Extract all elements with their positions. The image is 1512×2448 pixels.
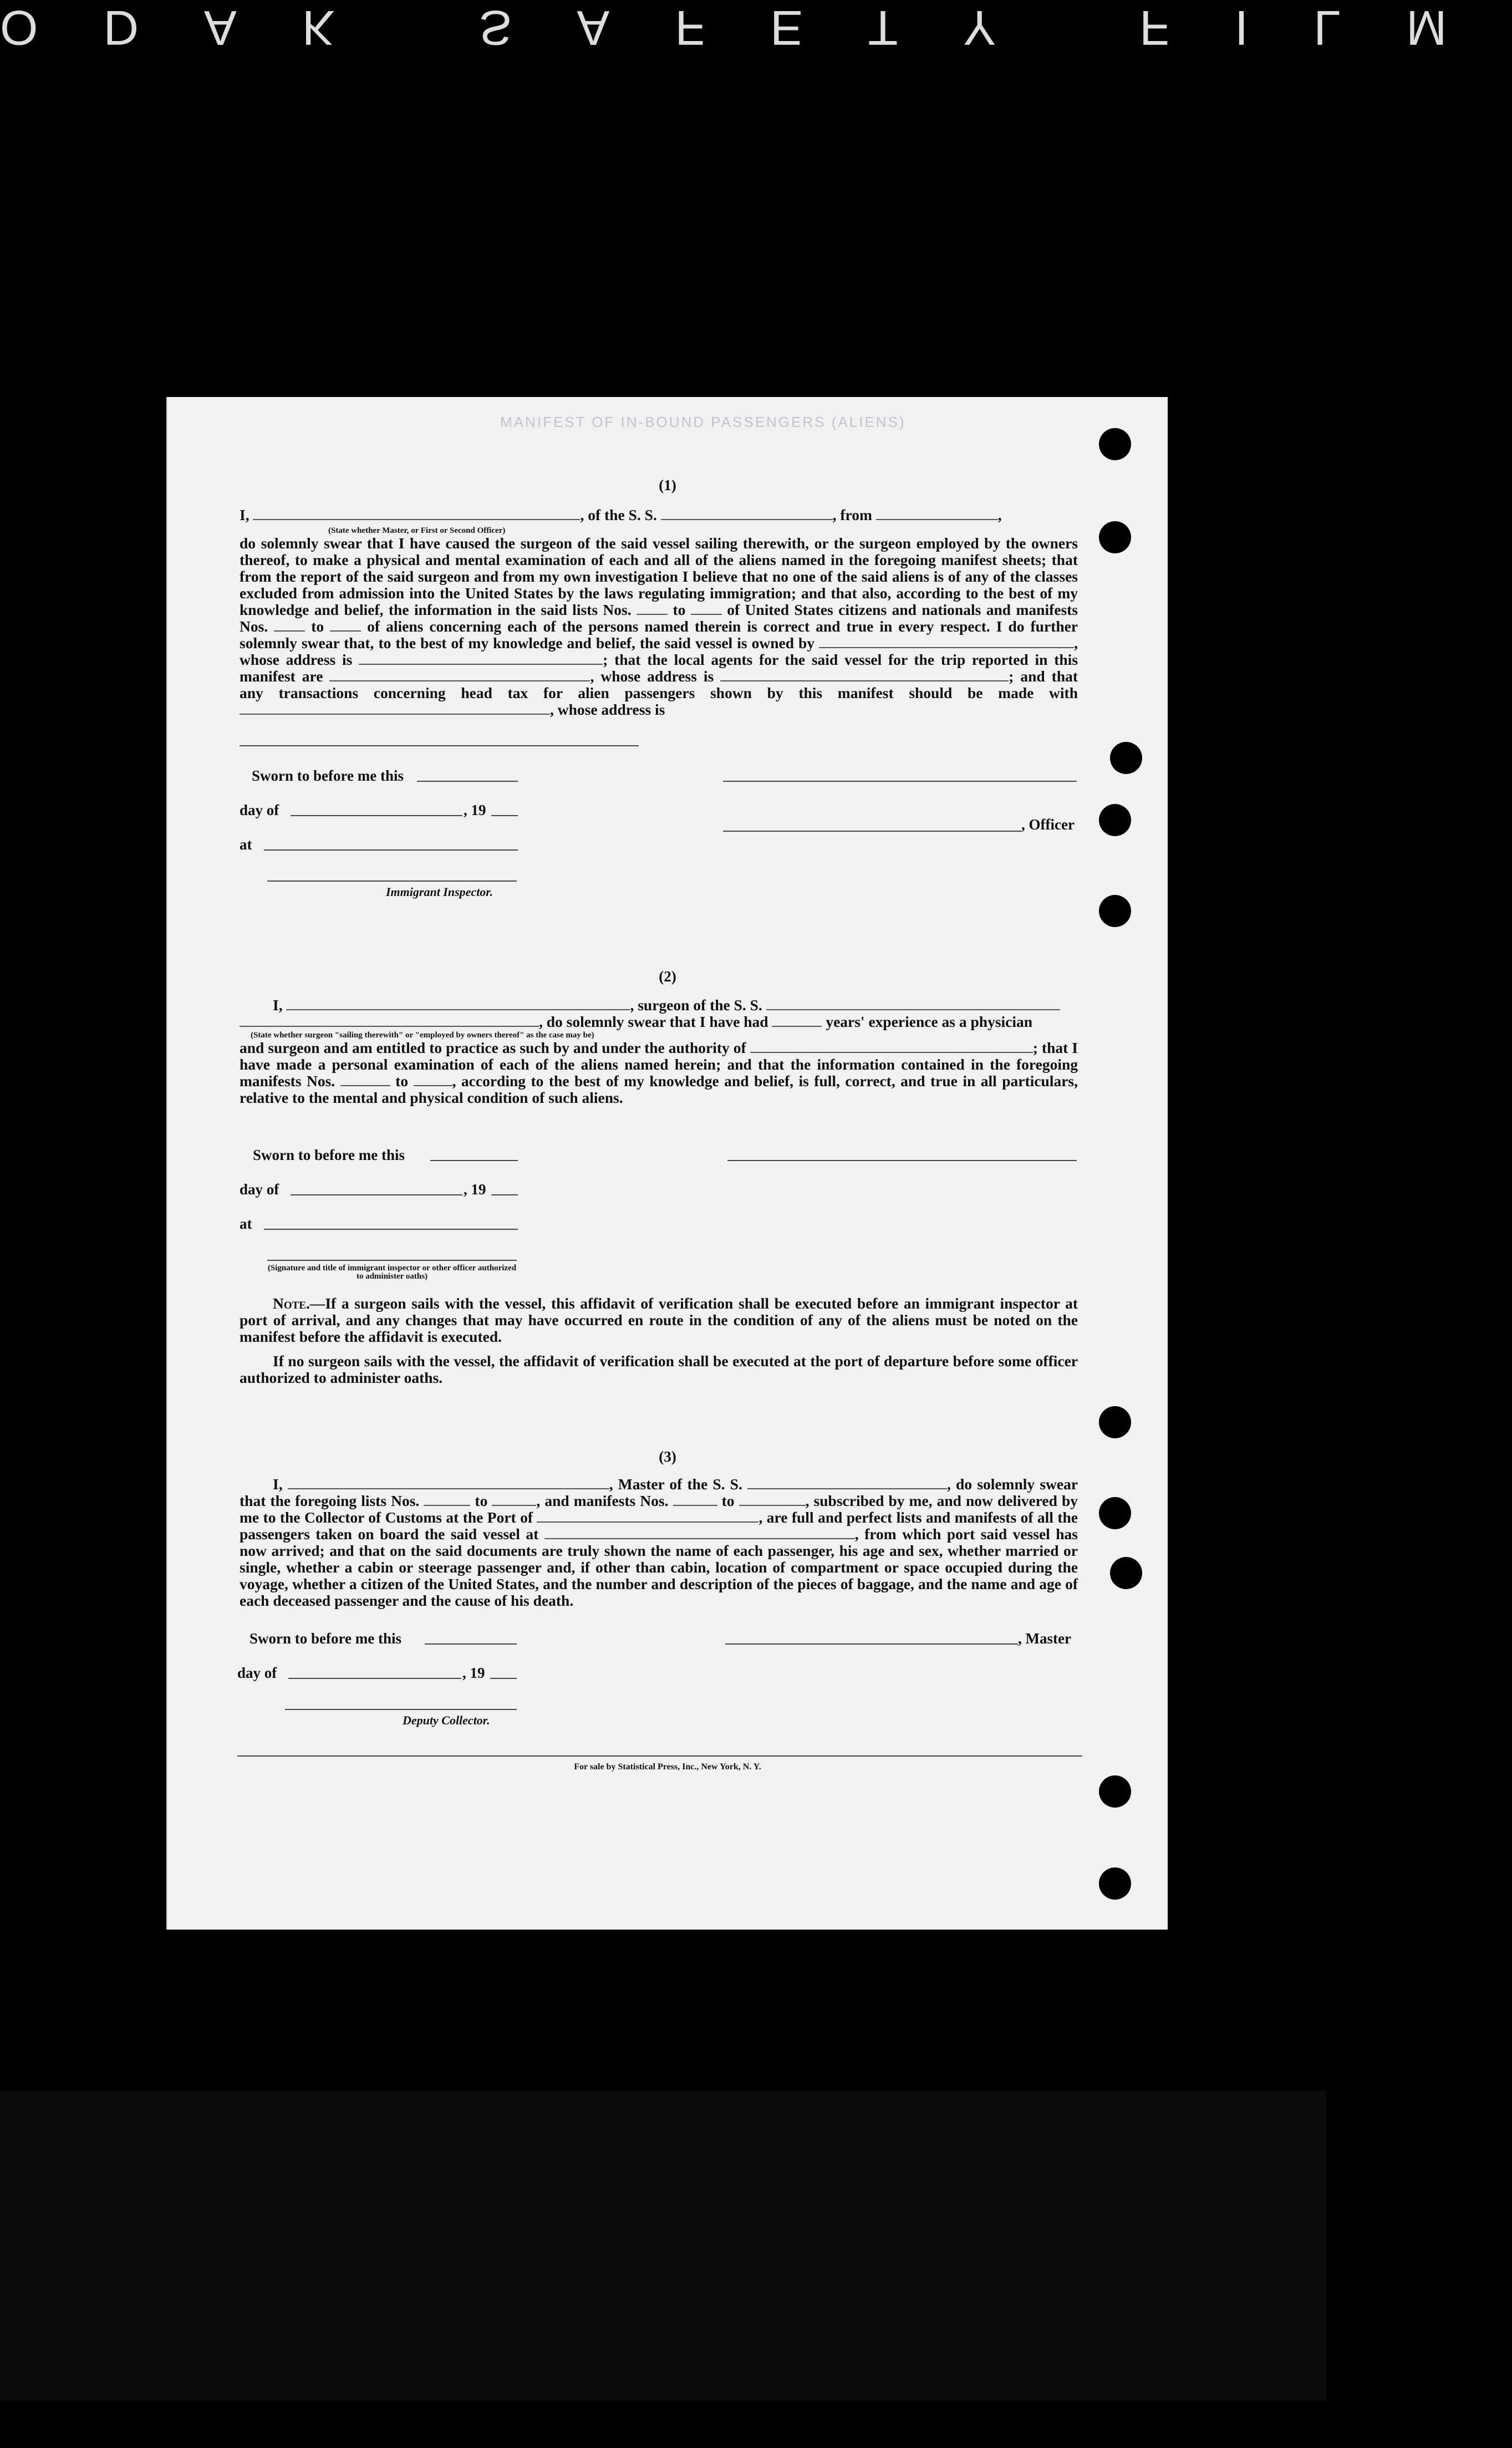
s1-to-2: to: [311, 618, 324, 635]
s3-do-solemnly: , do solemnly: [947, 1475, 1035, 1493]
punch-hole: [1099, 1867, 1131, 1900]
s1-owner-address-field[interactable]: [359, 653, 603, 665]
s3-master-name-field[interactable]: [288, 1477, 609, 1489]
s1-manifests-from-field[interactable]: [274, 619, 305, 632]
s1-i-label: I,: [240, 506, 250, 523]
s1-whose-address-2: whose address is: [600, 668, 714, 685]
s2-body-a: that I have made a personal examination of each of the aliens named herein; and that the information contained in the foregoing manifests Nos.: [240, 1039, 1078, 1090]
footer-text: For sale by Statistical Press, Inc., New York, N. Y.: [574, 1762, 761, 1772]
s2-at-field[interactable]: [264, 1229, 518, 1230]
s2-surgeon-of: , surgeon of the S. S.: [630, 996, 762, 1014]
s3-full-lists: , are full and perfect lists and manifests of all the passengers taken on board the said vessel at: [240, 1509, 1078, 1543]
s1-local-agents: that the local agents for the said vessel for the trip reported in this manifest are: [240, 651, 1078, 685]
s2-note-text: —If a surgeon sails with the vessel, this affidavit of verification shall be executed before an immigrant inspector at port of arrival, and any changes that may have occurred en route in the condition of any of the aliens must be noted on the manifest before the affidavit is executed.: [240, 1295, 1078, 1345]
s3-port-field[interactable]: [537, 1510, 758, 1523]
s3-year-field[interactable]: [490, 1678, 517, 1679]
punch-hole: [1110, 742, 1142, 774]
s1-officer-name-field[interactable]: [253, 508, 580, 520]
s1-owner-field[interactable]: [819, 636, 1074, 648]
s1-signature-line[interactable]: [723, 781, 1077, 782]
s1-ship-name-field[interactable]: [661, 508, 833, 520]
punch-hole: [1099, 804, 1131, 836]
s3-lists-from-field[interactable]: [424, 1494, 470, 1506]
s2-swear: , do solemnly swear that I have had: [539, 1013, 768, 1030]
s1-of-ss: , of the S. S.: [580, 506, 657, 523]
s1-whose-address: , whose address is: [240, 634, 1078, 668]
s2-year: , 19: [464, 1181, 486, 1198]
s2-note-paragraph: [240, 1295, 1078, 1386]
section1-number: (1): [659, 477, 676, 493]
s1-year-field[interactable]: [491, 815, 518, 816]
s2-signature-note: (Signature and title of immigrant inspector or other officer authorized to administer oaths): [267, 1264, 517, 1281]
s2-manifests-to-field[interactable]: [414, 1074, 452, 1086]
s2-status-field[interactable]: [240, 1015, 539, 1027]
s3-collector-line[interactable]: [285, 1709, 517, 1710]
s3-subscribed: , subscribed by me, and now delivered by me to the Collector of Customs at the Port of: [240, 1492, 1078, 1526]
s1-officer-line[interactable]: [723, 831, 1021, 832]
s1-sworn-label: Sworn to before me this: [252, 767, 404, 784]
s3-ship-name-field[interactable]: [747, 1477, 947, 1489]
s3-day-of: day of: [237, 1665, 277, 1681]
s1-from-port-field[interactable]: [876, 508, 998, 520]
s1-at-label: at: [240, 836, 252, 853]
s2-year-field[interactable]: [491, 1194, 518, 1195]
s2-day-field[interactable]: [291, 1194, 462, 1195]
s2-day-of: day of: [240, 1181, 279, 1198]
film-lower-band: [0, 2090, 1326, 2401]
s3-i-label: I,: [273, 1475, 283, 1493]
s1-inspector-line[interactable]: [267, 881, 517, 882]
s2-years-field[interactable]: [772, 1015, 822, 1027]
s3-year: , 19: [462, 1665, 485, 1681]
s3-manifests-to-field[interactable]: [739, 1494, 806, 1506]
s2-surgeon-name-field[interactable]: [286, 998, 630, 1010]
section3-number: (3): [659, 1448, 676, 1465]
s3-day-field[interactable]: [288, 1678, 461, 1679]
s1-inspector-label: Immigrant Inspector.: [386, 885, 493, 899]
s2-to: to: [395, 1072, 409, 1090]
section2-number: (2): [659, 968, 676, 985]
s3-collector-label: Deputy Collector.: [403, 1713, 490, 1727]
s3-from-which: , from which: [854, 1525, 941, 1543]
punch-hole: [1099, 428, 1131, 460]
punch-hole: [1099, 1406, 1131, 1438]
s1-day-of: day of: [240, 802, 279, 818]
s2-sworn-label: Sworn to before me this: [253, 1147, 405, 1163]
faint-header: [500, 414, 999, 434]
punch-hole: [1110, 1557, 1142, 1589]
s3-embark-port-field[interactable]: [544, 1527, 855, 1539]
s1-manifests-to-field[interactable]: [330, 619, 361, 632]
s2-note-text-2: If no surgeon sails with the vessel, the affidavit of verification shall be executed at the port of departure before some officer authorized to administer oaths.: [240, 1352, 1078, 1386]
s1-officer-label: , Officer: [1021, 816, 1075, 833]
s3-sworn-field[interactable]: [425, 1643, 517, 1645]
s1-lists-from-field[interactable]: [637, 603, 668, 615]
s2-manifests-from-field[interactable]: [340, 1074, 390, 1086]
s1-agents-field[interactable]: [329, 669, 590, 681]
punch-hole: [1099, 895, 1131, 927]
punch-hole: [1099, 521, 1131, 553]
s1-address-line[interactable]: [240, 745, 639, 746]
s3-sworn-label: Sworn to before me this: [250, 1630, 401, 1647]
s2-at-label: at: [240, 1215, 252, 1232]
faint-header-line: MANIFEST OF IN-BOUND PASSENGERS (ALIENS): [500, 414, 906, 430]
s2-signature-line[interactable]: [727, 1160, 1077, 1161]
s2-i-label: I,: [273, 996, 283, 1014]
section3-paragraph: [240, 1476, 1078, 1609]
film-edge-text: ODAK SAFETY FILM: [0, 1, 1512, 55]
punch-hole: [1099, 1775, 1131, 1808]
s1-from: , from: [832, 506, 872, 523]
s1-whose-address-3: , whose address is: [550, 701, 665, 718]
section1-paragraph: I, , of the S. S. , from , (State whether Master, or First or Second Officer) do solemnly swear that I have caused the surgeon of the said vessel sailing therewith, or the surgeon employed by the owners thereof, to make a physical and mental examination of each and all of the aliens named in the foregoing manifest sheets; that from the report of the said surgeon and from my own investigation I believe that no one of the said aliens is of any of the classes excluded from admission into the United States by the laws regulating immigration; and that also, according to the best of my knowledge and belief, the information in the said lists Nos. to of United States citizens and nationals and manifests Nos. to of aliens concerning each of the persons named therein is correct and true in every respect. I do further solemnly swear that, to the best of my knowledge and belief, the said vessel is owned by , whose address is ; that the local agents for the said vessel for the trip reported in this manifest are , whose address is ; and that any transactions concerning head tax for alien passengers shown by this manifest should be made with , whose address is: [240, 506, 1078, 718]
s1-head-tax: ; and that any transactions concerning head tax for alien passengers shown by this manifest should be made with: [240, 668, 1078, 701]
s3-body-b: port said vessel has now arrived; and that on the said documents are truly shown the name of each passenger, his age and sex, whether married or single, whether a cabin or steerage passenger and, if other than cabin, location of compartment or space occupied during the voyage, whether a citizen of the United States, and the number and description of the pieces of baggage, and the name and age of each deceased passenger and the cause of his death.: [240, 1525, 1078, 1609]
s2-ship-name-field[interactable]: [766, 998, 1060, 1010]
punch-hole: [1099, 1497, 1131, 1529]
s2-note-label: Note.: [273, 1295, 310, 1312]
s1-year: , 19: [464, 802, 486, 818]
s3-body-a: swear that the foregoing lists Nos.: [240, 1475, 1078, 1509]
s2-authority: and surgeon and am entitled to practice as such by and under the authority of: [240, 1039, 746, 1056]
s1-head-tax-party-field[interactable]: [240, 703, 550, 715]
s1-body-b: of United States citizens and nationals and manifests Nos.: [240, 601, 1078, 635]
manifest-page: [166, 397, 1168, 1930]
footer-rule: [237, 1755, 1082, 1757]
s3-manifests-from-field[interactable]: [673, 1494, 717, 1506]
s2-body-b: , according to the best of my knowledge and belief, is full, correct, and true in all particulars, relative to the mental and physical condition of such aliens.: [240, 1072, 1078, 1106]
s1-master-note: (State whether Master, or First or Second Officer): [328, 526, 506, 535]
s2-sworn-field[interactable]: [430, 1160, 518, 1161]
s3-to: to: [475, 1492, 488, 1509]
s2-authority-field[interactable]: [750, 1041, 1033, 1053]
s2-surgeon-note: (State whether surgeon "sailing therewith" or "employed by owners thereof" as the case may be): [251, 1031, 594, 1040]
s3-master-of: , Master of the S. S.: [609, 1475, 742, 1493]
s1-lists-to-field[interactable]: [691, 603, 722, 615]
s2-years-exp: years' experience as a physician: [826, 1013, 1033, 1030]
s1-sworn-field[interactable]: [417, 781, 518, 782]
section2-paragraph: I, , surgeon of the S. S. , do solemnly swear that I have had years' experience as a physician (State whether surgeon "sailing therewith" or "employed by owners thereof" as the case may be) and surgeon and am entitled to practice as such by and under the authority of ; that I have made a personal examination of each of the aliens named herein; and that the information contained in the foregoing manifests Nos. to , according to the best of my knowledge and belief, is full, correct, and true in all particulars, relative to the mental and physical condition of such aliens.: [240, 996, 1078, 1106]
s1-agents-address-field[interactable]: [720, 669, 1009, 681]
s3-master-label: , Master: [1018, 1630, 1071, 1647]
s2-inspector-line[interactable]: [267, 1260, 517, 1261]
s1-at-field[interactable]: [264, 849, 518, 851]
s3-signature-line[interactable]: [725, 1643, 1018, 1645]
s1-to: to: [673, 601, 686, 618]
s3-and-manifests: , and manifests Nos.: [536, 1492, 669, 1509]
s1-body-a: do solemnly swear that I have caused the surgeon of the said vessel sailing therewith, or the surgeon employed by the owners thereof, to make a physical and mental examination of each and all of the aliens named in the foregoing manifest sheets; that from the report of the said surgeon and from my own investigation I believe that no one of the said aliens is of any of the classes excluded from admission into the United States by the laws regulating immigration; and that also, according to the best of my knowledge and belief, the information in the said lists Nos.: [240, 535, 1078, 618]
s1-body-c: of aliens concerning each of the persons named therein is correct and true in every respect. I do further solemnly swear that, to the best of my knowledge and belief, the said vessel is owned by: [240, 618, 1078, 652]
s1-day-field[interactable]: [291, 815, 462, 816]
s3-lists-to-field[interactable]: [492, 1494, 536, 1506]
s3-to-2: to: [721, 1492, 735, 1509]
